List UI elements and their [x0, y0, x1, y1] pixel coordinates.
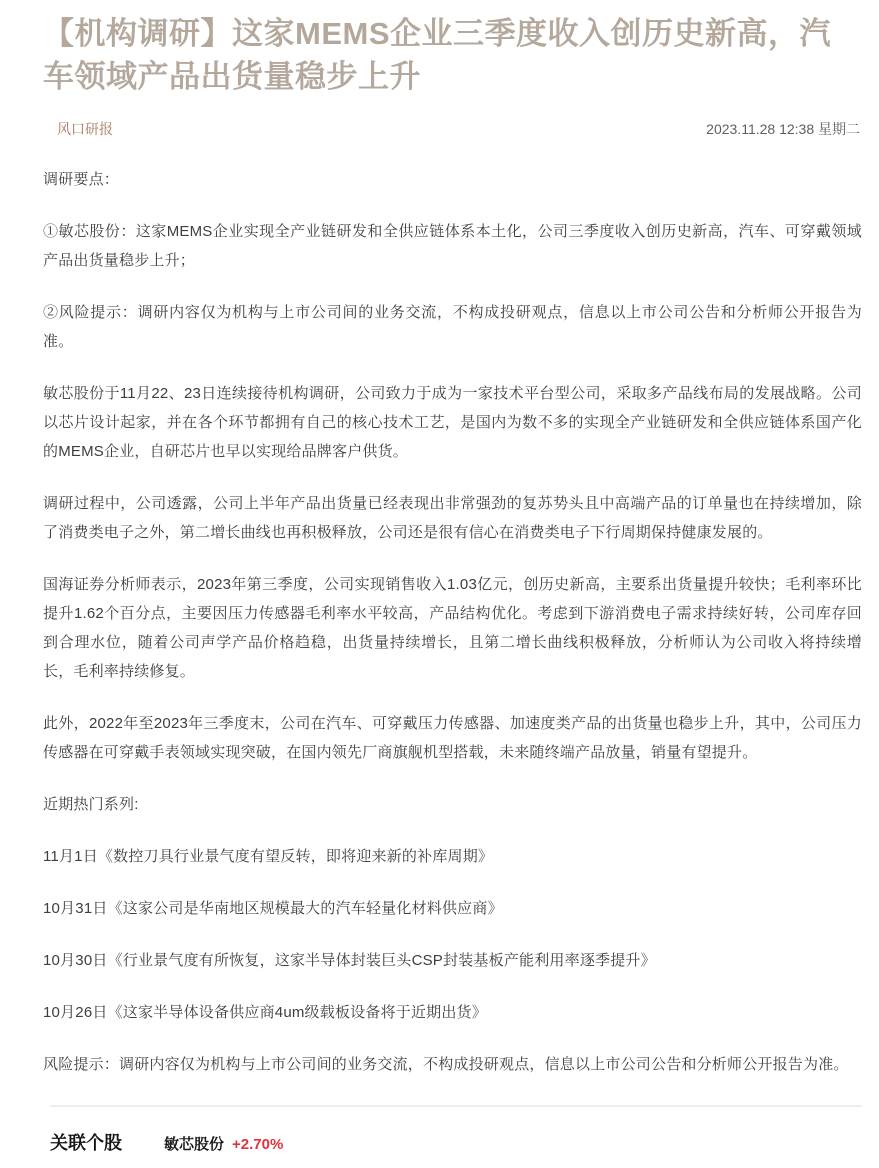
paragraph-summary-point-2: ②风险提示：调研内容仅为机构与上市公司间的业务交流，不构成投研观点，信息以上市公司公告和分析师公开报告为准。 — [43, 304, 862, 350]
section-divider — [50, 1105, 862, 1107]
paragraph-company-overview: 敏芯股份于11月22、23日连续接待机构调研，公司致力于成为一家技术平台型公司，采取多产品线布局的发展战略。公司以芯片设计起家，并在各个环节都拥有自己的核心技术工艺，是国内为数不多的实现全产业链研发和全供应链体系国产化的MEMS企业，自研芯片也早以实现给品牌客户供货。 — [43, 385, 862, 460]
paragraph-summary-heading: 调研要点： — [43, 171, 120, 188]
paragraph-summary-point-1: ①敏芯股份：这家MEMS企业实现全产业链研发和全供应链体系本土化，公司三季度收入创历史新高，汽车、可穿戴领域产品出货量稳步上升； — [43, 223, 862, 269]
series-item-nov-1: 11月1日《数控刀具行业景气度有望反转，即将迎来新的补库周期》 — [43, 848, 494, 865]
series-item-oct-30: 10月30日《行业景气度有所恢复，这家半导体封装巨头CSP封装基板产能利用率逐季提升》 — [43, 952, 656, 969]
article-body — [43, 165, 862, 1079]
article-title: 【机构调研】这家MEMS企业三季度收入创历史新高，汽车领域产品出货量稳步上升 — [43, 16, 831, 94]
paragraph-shipment-growth: 此外，2022年至2023年三季度末，公司在汽车、可穿戴压力传感器、加速度类产品的出货量也稳步上升，其中，公司压力传感器在可穿戴手表领域实现突破，在国内领先厂商旗舰机型搭载，未来随终端产品放量，销量有望提升。 — [43, 715, 862, 761]
article-page — [0, 12, 879, 1168]
paragraph-analyst-comment: 国海证券分析师表示，2023年第三季度，公司实现销售收入1.03亿元，创历史新高，主要系出货量提升较快；毛利率环比提升1.62个百分点，主要因压力传感器毛利率水平较高，产品结构优化。考虑到下游消费电子需求持续好转，公司库存回到合理水位，随着公司声学产品价格趋稳，出货量持续增长，且第二增长曲线积极释放，分析师认为公司收入将持续增长，毛利率持续修复。 — [43, 576, 862, 680]
source-tag[interactable]: 风口研报 — [57, 121, 113, 137]
meta-row — [43, 119, 862, 139]
series-item-oct-26: 10月26日《这家半导体设备供应商4um级载板设备将于近期出货》 — [43, 1004, 487, 1021]
timestamp: 2023.11.28 12:38 星期二 — [706, 121, 860, 137]
stock-link[interactable] — [164, 1133, 283, 1154]
stock-name[interactable]: 敏芯股份 — [164, 1136, 225, 1153]
related-stocks-row — [43, 1131, 862, 1155]
paragraph-risk-notice: 风险提示：调研内容仅为机构与上市公司间的业务交流，不构成投研观点，信息以上市公司公告和分析师公开报告为准。 — [43, 1056, 849, 1073]
related-stocks-label: 关联个股 — [50, 1133, 122, 1153]
stock-change[interactable]: +2.70% — [232, 1136, 284, 1153]
paragraph-survey-details: 调研过程中，公司透露，公司上半年产品出货量已经表现出非常强劲的复苏势头且中高端产品的订单量也在持续增加，除了消费类电子之外，第二增长曲线也再积极释放，公司还是很有信心在消费类电子下行周期保持健康发展的。 — [43, 495, 862, 541]
series-item-oct-31: 10月31日《这家公司是华南地区规模最大的汽车轻量化材料供应商》 — [43, 900, 503, 917]
paragraph-series-heading: 近期热门系列: — [43, 796, 139, 813]
